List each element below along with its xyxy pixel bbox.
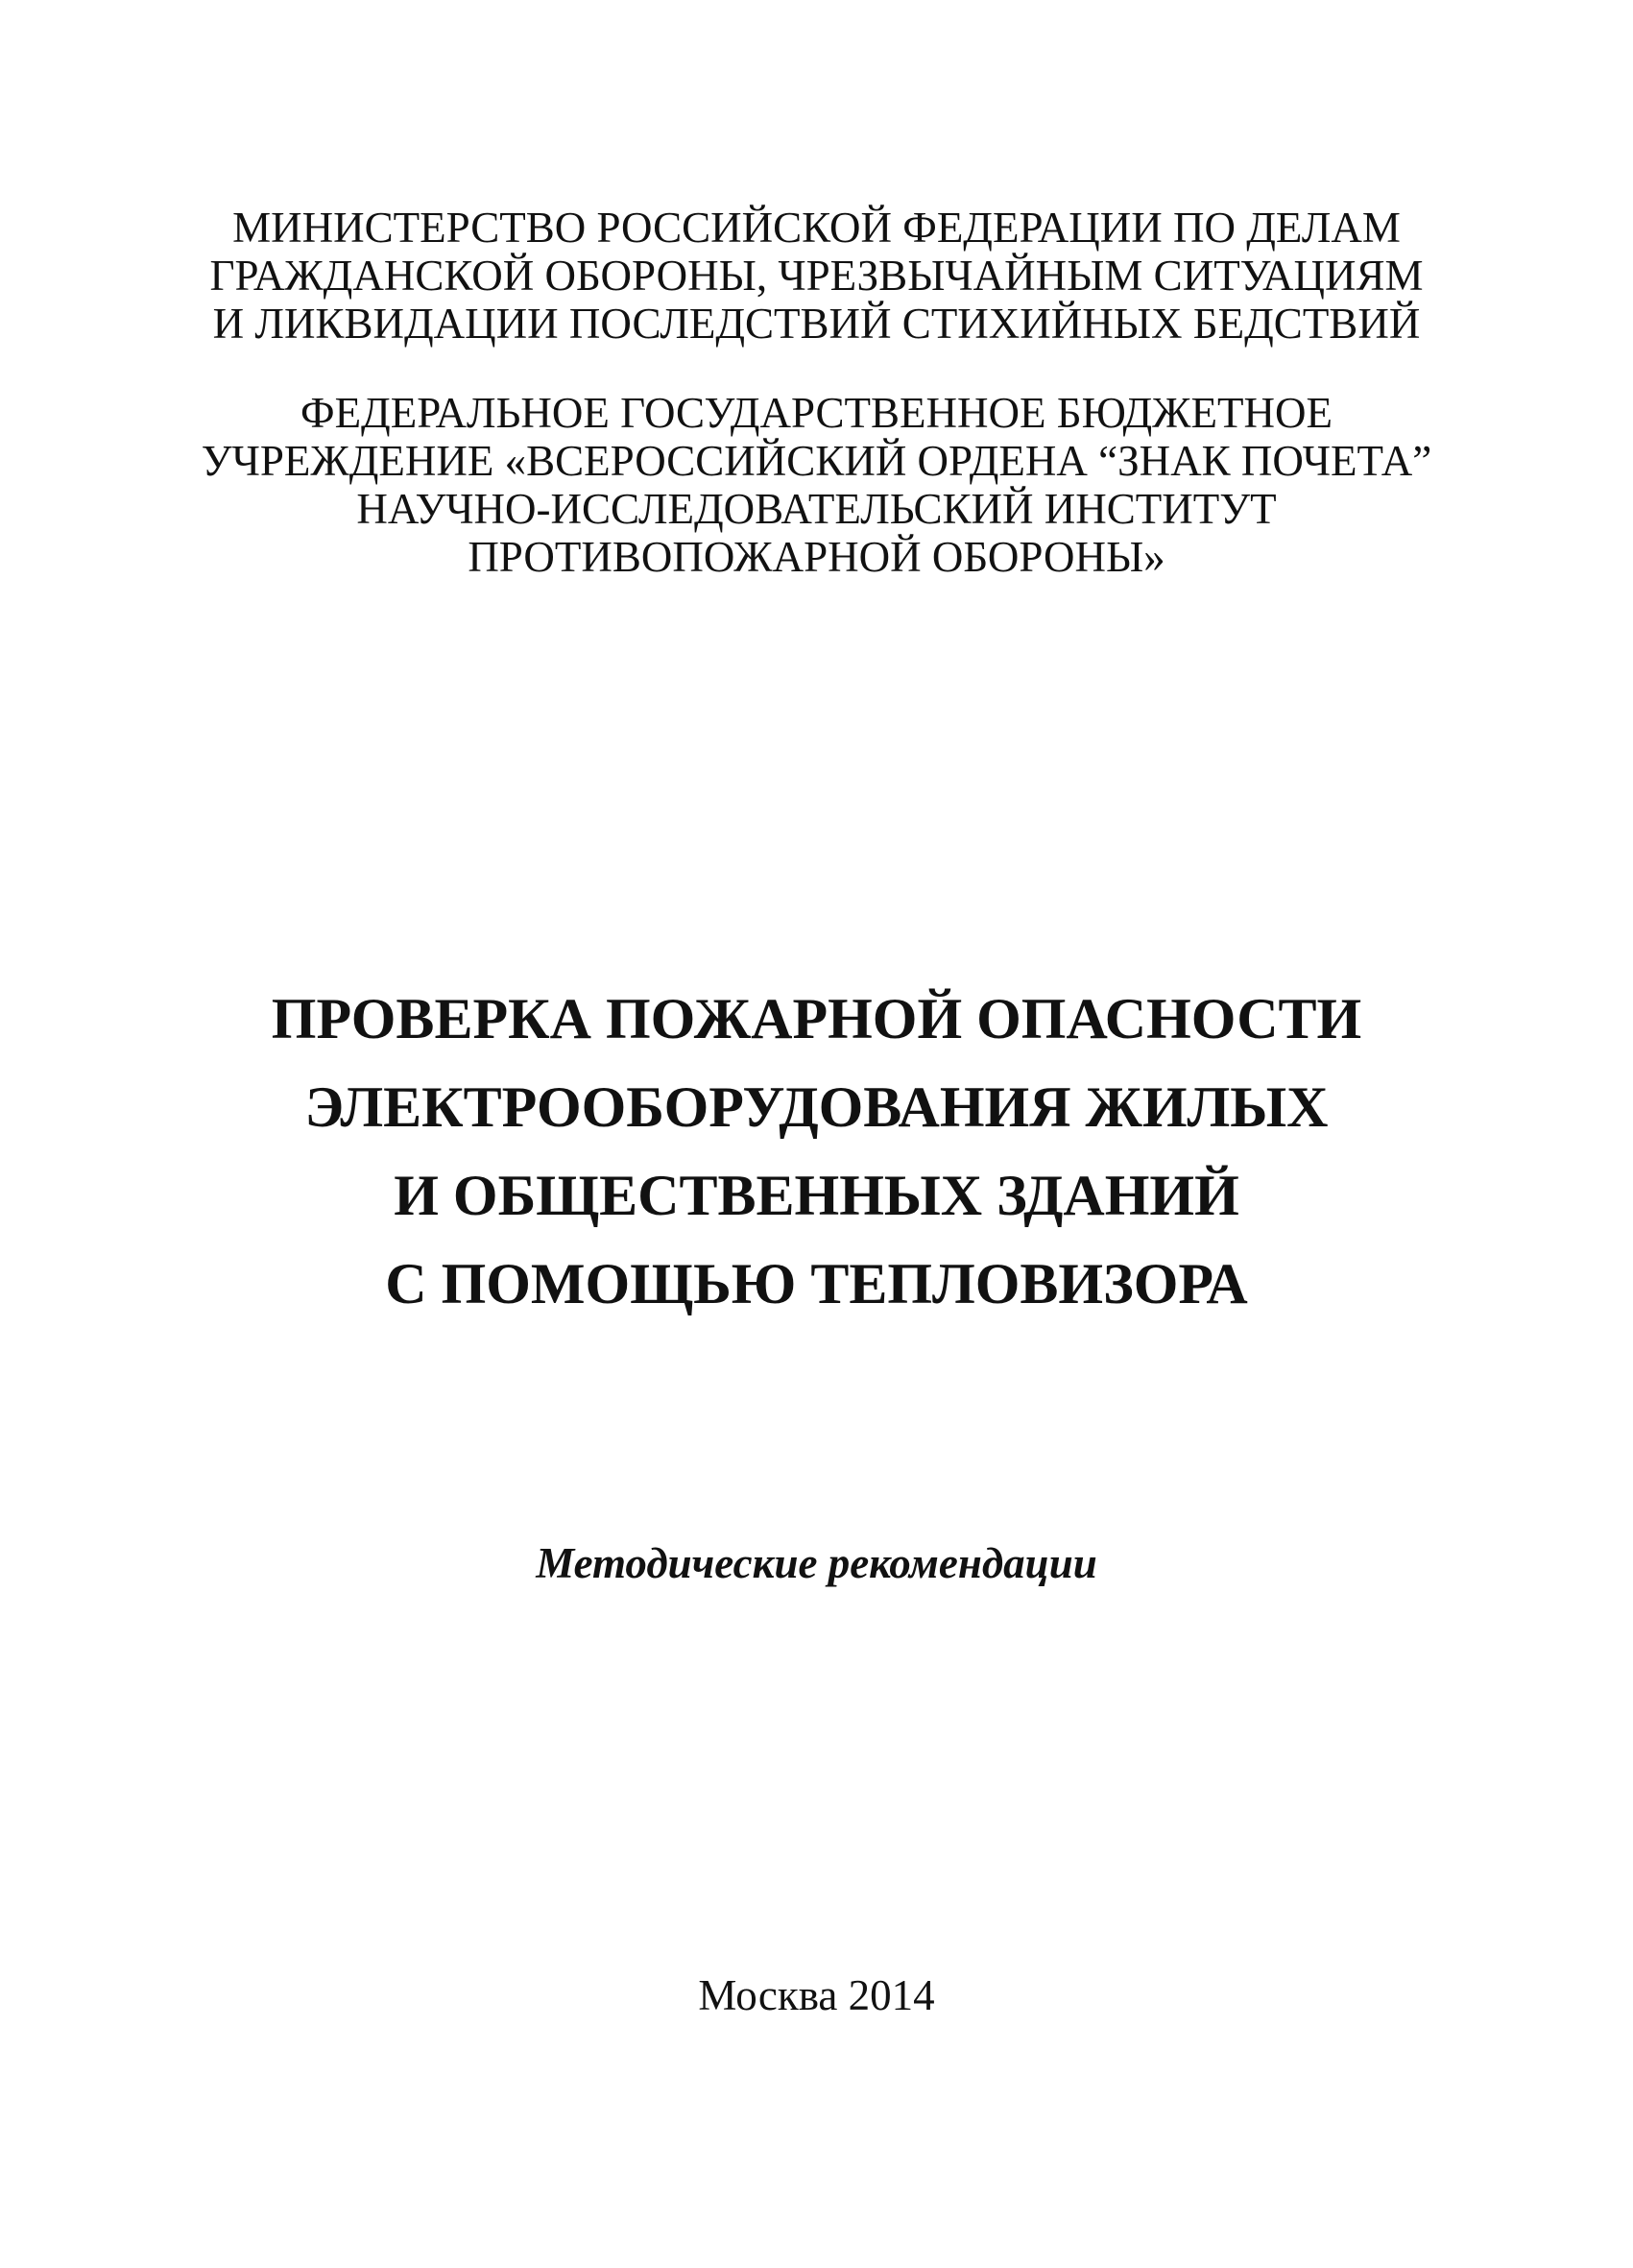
ministry-line: И ЛИКВИДАЦИИ ПОСЛЕДСТВИЙ СТИХИЙНЫХ БЕДСТВИЙ <box>212 300 1421 348</box>
document-title <box>0 975 1633 1328</box>
title-line: ПРОВЕРКА ПОЖАРНОЙ ОПАСНОСТИ <box>271 987 1362 1050</box>
footer-text: Москва 2014 <box>698 1971 935 2019</box>
title-line: И ОБЩЕСТВЕННЫХ ЗДАНИЙ <box>394 1164 1239 1227</box>
document-subtitle <box>0 1536 1633 1590</box>
subtitle-text: Методические рекомендации <box>536 1539 1097 1587</box>
institution-line: ФЕДЕРАЛЬНОЕ ГОСУДАРСТВЕННОЕ БЮДЖЕТНОЕ <box>300 389 1333 437</box>
title-line: ЭЛЕКТРООБОРУДОВАНИЯ ЖИЛЫХ <box>304 1075 1329 1139</box>
ministry-name <box>0 204 1633 348</box>
institution-line: УЧРЕЖДЕНИЕ «ВСЕРОССИЙСКИЙ ОРДЕНА “ЗНАК ПОЧЕТА” <box>201 437 1432 485</box>
publication-place-year <box>0 1968 1633 2022</box>
ministry-line: ГРАЖДАНСКОЙ ОБОРОНЫ, ЧРЕЗВЫЧАЙНЫМ СИТУАЦИЯМ <box>209 252 1424 300</box>
institution-name <box>0 389 1633 581</box>
title-line: С ПОМОЩЬЮ ТЕПЛОВИЗОРА <box>385 1252 1248 1315</box>
ministry-line: МИНИСТЕРСТВО РОССИЙСКОЙ ФЕДЕРАЦИИ ПО ДЕЛАМ <box>232 204 1401 252</box>
institution-line: НАУЧНО-ИССЛЕДОВАТЕЛЬСКИЙ ИНСТИТУТ <box>356 485 1277 533</box>
institution-line: ПРОТИВОПОЖАРНОЙ ОБОРОНЫ» <box>468 533 1165 581</box>
